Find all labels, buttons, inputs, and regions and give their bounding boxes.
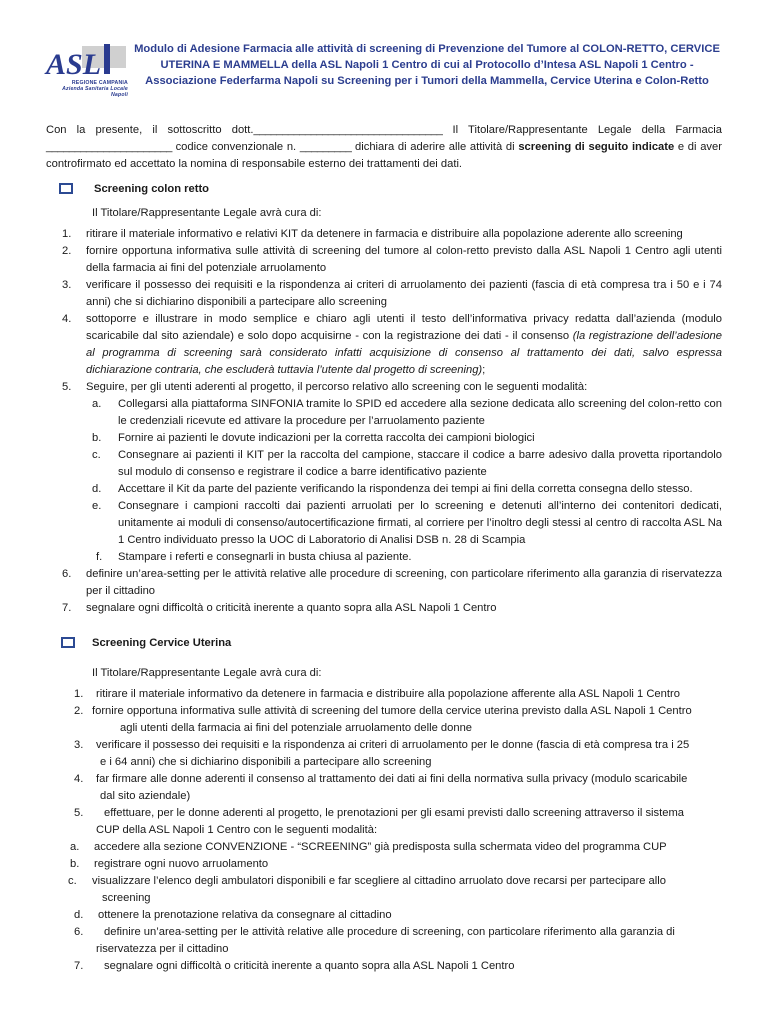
sub-item-letter: d. [74,909,84,921]
cervice-uterina-heading: Screening Cervice Uterina [92,637,232,649]
sub-item-letter: a. [70,841,80,853]
sub-item-text: Consegnare i campioni raccolti dai pazienti arruolati per lo screening e detenuti all’interno dei contenitori dedicati, unitamente ai moduli di consenso/autocertificazione firmati, al corriere per l’inoltro degli stessi al centro di raccolta ASL Na 1 Centro individuato presso la UOC di Laboratorio di Analisi DSB n. 28 di Scampia [118,500,722,546]
list-item [62,379,722,566]
item-number: 7. [74,960,84,972]
cervice-uterina-intro: Il Titolare/Rappresentante Legale avrà cura di: [92,667,322,679]
asl-logo-mark [44,44,128,82]
item-text: definire un’area-setting per le attività relative alle procedure di screening, con particolare riferimento alla garanzia di riservatezza per il cittadino [86,568,722,597]
list-item [62,311,722,379]
item-number: 3. [74,739,84,751]
item-text: ; [482,364,486,376]
colon-retto-intro: Il Titolare/Rappresentante Legale avrà cura di: [92,207,322,219]
sub-list-item [92,447,722,481]
item-text: fornire opportuna informativa sulle attività di screening del tumore al colon-retto previsto dalla ASL Napoli 1 Centro agli utenti della farmacia ai fini del potenziale arruolamento [86,245,722,274]
intro-text: e di aver controfirmato ed accettato la nomina di responsabile esterno dei trattamenti dei dati. [46,141,722,170]
item-text: segnalare ogni difficoltà o criticità inerente a quanto sopra alla ASL Napoli 1 Centro [86,602,497,614]
item-text: fornire opportuna informativa sulle attività di screening del tumore della cervice uterina previsto dalla ASL Napoli 1 Centro [92,705,692,717]
item-text: segnalare ogni difficoltà o criticità inerente a quanto sopra alla ASL Napoli 1 Centro [104,960,515,972]
sub-item-text: Collegarsi alla piattaforma SINFONIA tramite lo SPID ed accedere alla sezione dedicata allo screening del colon-retto con le credenziali ricevute ed attivare la procedure per l’arruolamento paziente [118,398,722,427]
list-item [62,226,722,243]
sub-item-text: visualizzare l’elenco degli ambulatori disponibili e far scegliere al cittadino arruolato dove recarsi per partecipare allo [92,875,666,887]
item-italic-text: (la registrazione dell’adesione al programma di screening sarà considerato infatti acquisizione di consenso al trattamento dei dati, salvo espressa dichiarazione contraria, che escluderà tuttavia l’utente dal progetto di screening) [86,330,722,376]
logo-text: ASL [46,48,102,81]
sub-list-item [68,873,722,907]
colon-retto-list [62,226,722,617]
cervice-uterina-sublist [68,839,722,924]
sub-item-letter: c. [68,875,77,887]
sub-item-text: Accettare il Kit da parte del paziente verificando la rispondenza dei tempi ai fini della corretta consegna dello stesso. [118,483,693,495]
list-item [74,924,722,958]
item-number: 2. [74,705,84,717]
item-number: 7. [62,602,72,614]
intro-text: dichiara di aderire alle attività di [351,141,519,153]
sub-item-text: registrare ogni nuovo arruolamento [94,858,269,870]
sub-list-item [70,839,722,856]
list-item [74,771,722,805]
sub-list-item [96,549,722,566]
item-text: definire un’area-setting per le attività relative alle procedure di screening, con particolare riferimento alla garanzia di [104,926,675,938]
intro-text: Il Titolare/Rappresentante Legale della Farmacia [442,124,722,136]
sub-item-text-continued: screening [102,892,151,904]
sub-list-item [92,396,722,430]
intro-bold-text: screening di seguito indicate [518,141,675,153]
item-number: 1. [74,688,84,700]
item-text-continued: agli utenti della farmacia ai fini del potenziale arruolamento delle donne [120,722,473,734]
item-text-continued: riservatezza per il cittadino [96,943,229,955]
intro-paragraph [46,122,722,173]
list-item [74,686,722,703]
item-number: 5. [74,807,84,819]
item-number: 4. [62,313,72,325]
list-item [74,703,722,737]
sub-item-text: Fornire ai pazienti le dovute indicazioni per la corretta raccolta dei campioni biologici [118,432,535,444]
list-item [68,805,722,924]
item-text: effettuare, per le donne aderenti al progetto, le prenotazioni per gli esami previsti dallo screening attraverso il sistema [104,807,685,819]
item-text: Seguire, per gli utenti aderenti al progetto, il percorso relativo allo screening con le seguenti modalità: [86,381,588,393]
sub-list-item [74,907,722,924]
list-item [62,566,722,600]
sub-list-item [92,481,722,498]
cervice-uterina-checkbox[interactable] [61,637,75,648]
item-text: far firmare alle donne aderenti il consenso al trattamento dei dati ai fini della normativa sulla privacy (modulo scaricabile [96,773,688,785]
list-item [62,243,722,277]
item-text: sottoporre e illustrare in modo semplice e chiaro agli utenti il testo dell’informativa privacy redatta dall’azienda (modulo scaricabile dal sito aziendale) e solo dopo acquisirne - con la registrazione dei dati - il consenso [86,313,722,342]
item-number: 3. [62,279,72,291]
sub-item-text: ottenere la prenotazione relativa da consegnare al cittadino [98,909,392,921]
item-text: ritirare il materiale informativo da detenere in farmacia e distribuire alla popolazione afferente alla ASL Napoli 1 Centro [96,688,680,700]
sub-item-letter: e. [92,500,102,512]
logo-tagline-asl: Azienda Sanitaria Locale Napoli [62,86,128,98]
sub-list-item [70,856,722,873]
sub-item-text: Stampare i referti e consegnarli in busta chiusa al paziente. [118,551,412,563]
list-item [62,277,722,311]
sub-item-letter: b. [92,432,102,444]
sub-item-letter: b. [70,858,80,870]
list-item [74,737,722,771]
sub-item-letter: c. [92,449,101,461]
logo-tagline [44,80,128,98]
item-text: ritirare il materiale informativo e relativi KIT da detenere in farmacia e distribuire alla popolazione aderente allo screening [86,228,683,240]
item-number: 6. [62,568,72,580]
list-item [74,958,722,975]
item-number: 1. [62,228,72,240]
sub-item-letter: d. [92,483,102,495]
sub-list-item [92,498,722,549]
colon-retto-sublist [92,396,722,566]
sub-list-item [92,430,722,447]
sub-item-text: accedere alla sezione CONVENZIONE - “SCREENING” già predisposta sulla schermata video del programma CUP [94,841,667,853]
item-number: 2. [62,245,72,257]
intro-text: codice convenzionale n. [171,141,300,153]
item-text-continued: e i 64 anni) che si dichiarino disponibili a partecipare allo screening [100,756,432,768]
document-title: Modulo di Adesione Farmacia alle attività di screening di Prevenzione del Tumore al COLON-RETTO, CERVICE UTERINA E MAMMELLA della ASL Napoli 1 Centro di cui al Protocollo d’Intesa ASL Napoli 1 Centro - Associazione Federfarma Napoli su Screening per i Tumori della Mammella, Cervice Uterina e Colon-Retto [134,43,720,87]
colon-retto-checkbox[interactable] [59,183,73,194]
item-number: 4. [74,773,84,785]
item-text: verificare il possesso dei requisiti e la rispondenza ai criteri di arruolamento dei pazienti (fascia di età compresa tra i 50 e i 74 anni) che si dichiarino disponibili a partecipare allo screening [86,279,722,308]
colon-retto-heading: Screening colon retto [94,183,209,195]
sub-item-letter: f. [96,551,103,563]
sub-item-letter: a. [92,398,102,410]
doctor-name-blank[interactable]: _________________________________ [253,124,443,136]
item-number: 6. [74,926,84,938]
asl-logo [44,44,128,98]
item-text-continued: dal sito aziendale) [100,790,191,802]
convention-code-blank[interactable]: _________ [299,141,352,153]
sub-item-text: Consegnare ai pazienti il KIT per la raccolta del campione, staccare il codice a barre adesivo dalla provetta riportandolo sul modulo di consenso e registrare il codice a barre identificativo paziente [118,449,722,478]
item-number: 5. [62,381,72,393]
pharmacy-name-blank[interactable]: ______________________ [46,141,172,153]
intro-text: Con la presente, il sottoscritto dott. [46,124,254,136]
cervice-uterina-list [68,686,722,975]
item-text: verificare il possesso dei requisiti e la rispondenza ai criteri di arruolamento per le donne (fascia di età compresa tra i 25 [96,739,690,751]
list-item [62,600,722,617]
logo-tagline-region: REGIONE CAMPANIA [71,80,128,86]
item-text-continued: CUP della ASL Napoli 1 Centro con le seguenti modalità: [96,824,378,836]
